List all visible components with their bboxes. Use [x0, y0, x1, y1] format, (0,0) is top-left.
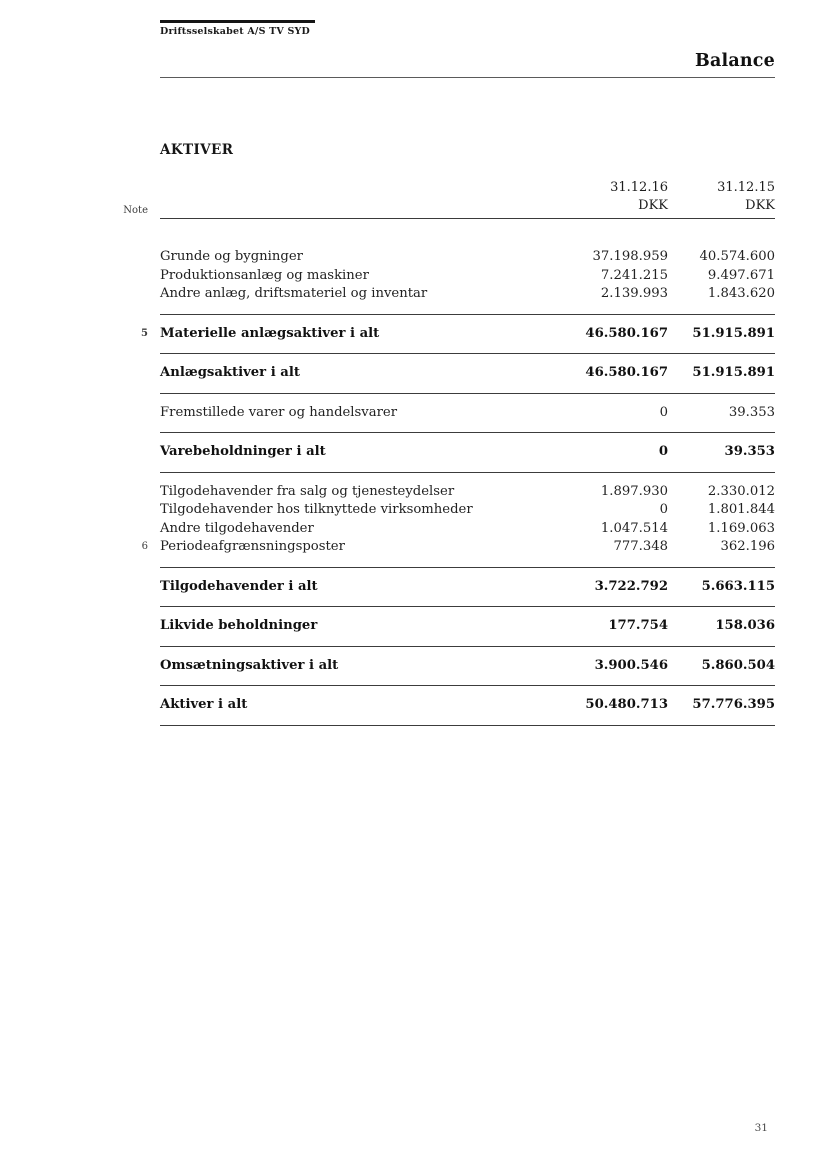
value-2015: 5.663.115	[701, 578, 775, 594]
value-2016: 3.900.546	[594, 657, 668, 673]
row-label: Omsætningsaktiver i alt	[160, 657, 339, 673]
row-label: Periodeafgrænsningsposter	[160, 539, 345, 554]
row-label: Tilgodehavender fra salg og tjenesteydelser	[160, 483, 455, 499]
value-2016: 7.241.215	[600, 267, 668, 283]
value-2015: 158.036	[715, 618, 775, 633]
value-2016: 37.198.959	[592, 249, 668, 264]
row-label: Likvide beholdninger	[160, 618, 318, 633]
table-header-units	[160, 197, 775, 215]
table-row	[160, 285, 775, 304]
table-row	[160, 248, 775, 267]
table-row	[160, 267, 775, 286]
value-2016: 46.580.167	[585, 325, 668, 341]
column-header-unit-2015: DKK	[745, 198, 775, 213]
table-row	[160, 578, 775, 597]
page-content	[112, 0, 775, 726]
value-2016: 0	[659, 404, 668, 420]
value-2015: 9.497.671	[707, 267, 775, 283]
page-number: 31	[754, 1122, 768, 1134]
table-row	[160, 520, 775, 539]
value-2015: 51.915.891	[692, 365, 775, 380]
table-header-dates	[160, 179, 775, 197]
table-row	[160, 443, 775, 462]
header-spacer	[160, 197, 548, 215]
table-section	[141, 473, 775, 568]
company-name: Driftsselskabet A/S TV SYD	[160, 26, 310, 37]
value-2015: 57.776.395	[692, 697, 775, 712]
value-2016: 1.047.514	[600, 520, 668, 536]
column-header-unit-2016: DKK	[638, 198, 668, 213]
value-2016: 1.897.930	[600, 483, 668, 499]
row-label: Tilgodehavender i alt	[160, 578, 318, 594]
table-row	[160, 404, 775, 423]
row-label: Fremstillede varer og handelsvarer	[160, 404, 398, 420]
table-section	[160, 647, 775, 687]
table-section	[160, 354, 775, 394]
page-header	[112, 20, 775, 78]
table-section	[141, 315, 775, 355]
table-row	[160, 483, 775, 502]
table-row	[160, 364, 775, 383]
table-row	[160, 696, 775, 715]
table-section	[160, 607, 775, 647]
value-2016: 3.722.792	[594, 578, 668, 594]
title-rule	[160, 77, 775, 78]
row-label: Anlægsaktiver i alt	[160, 365, 300, 380]
table-body	[112, 219, 775, 726]
table-section	[160, 568, 775, 608]
row-label: Tilgodehavender hos tilknyttede virksomheder	[160, 502, 473, 517]
table-row	[160, 657, 775, 676]
header-spacer	[160, 179, 548, 197]
table-section	[160, 394, 775, 434]
note-column-label: Note	[123, 205, 148, 216]
table-row	[160, 617, 775, 636]
value-2016: 777.348	[613, 539, 668, 554]
value-2015: 40.574.600	[699, 249, 775, 264]
table-row	[141, 325, 775, 344]
value-2015: 51.915.891	[692, 325, 775, 341]
page-title: Balance	[694, 51, 775, 71]
value-2015: 39.353	[728, 404, 775, 420]
column-header-date-2016: 31.12.16	[610, 180, 668, 195]
table-section	[160, 433, 775, 473]
value-2015: 362.196	[720, 539, 775, 554]
table-header	[123, 179, 775, 219]
row-label: Varebeholdninger i alt	[160, 444, 326, 459]
value-2016: 46.580.167	[585, 365, 668, 380]
section-heading-aktiver: AKTIVER	[160, 142, 234, 158]
value-2015: 5.860.504	[701, 657, 775, 673]
row-label: Produktionsanlæg og maskiner	[160, 267, 369, 283]
value-2015: 39.353	[724, 444, 775, 459]
value-2015: 1.801.844	[707, 502, 775, 517]
value-2015: 1.843.620	[707, 286, 775, 301]
value-2015: 1.169.063	[707, 520, 775, 536]
row-label: Aktiver i alt	[160, 697, 248, 712]
value-2016: 0	[658, 444, 668, 459]
row-label: Grunde og bygninger	[160, 249, 303, 264]
note-number: 5	[141, 327, 148, 339]
row-label: Andre anlæg, driftsmateriel og inventar	[160, 286, 428, 301]
note-number: 6	[141, 541, 148, 552]
value-2016: 2.139.993	[600, 286, 668, 301]
row-label: Materielle anlægsaktiver i alt	[160, 325, 380, 341]
value-2015: 2.330.012	[707, 483, 775, 499]
value-2016: 177.754	[608, 618, 668, 633]
table-section	[160, 686, 775, 726]
value-2016: 0	[659, 502, 668, 517]
table-section	[160, 219, 775, 315]
balance-table	[112, 179, 775, 726]
table-row	[141, 538, 775, 557]
column-header-date-2015: 31.12.15	[717, 180, 775, 195]
company-rule	[160, 20, 315, 23]
row-label: Andre tilgodehavender	[160, 520, 314, 536]
table-row	[160, 501, 775, 520]
value-2016: 50.480.713	[585, 697, 668, 712]
